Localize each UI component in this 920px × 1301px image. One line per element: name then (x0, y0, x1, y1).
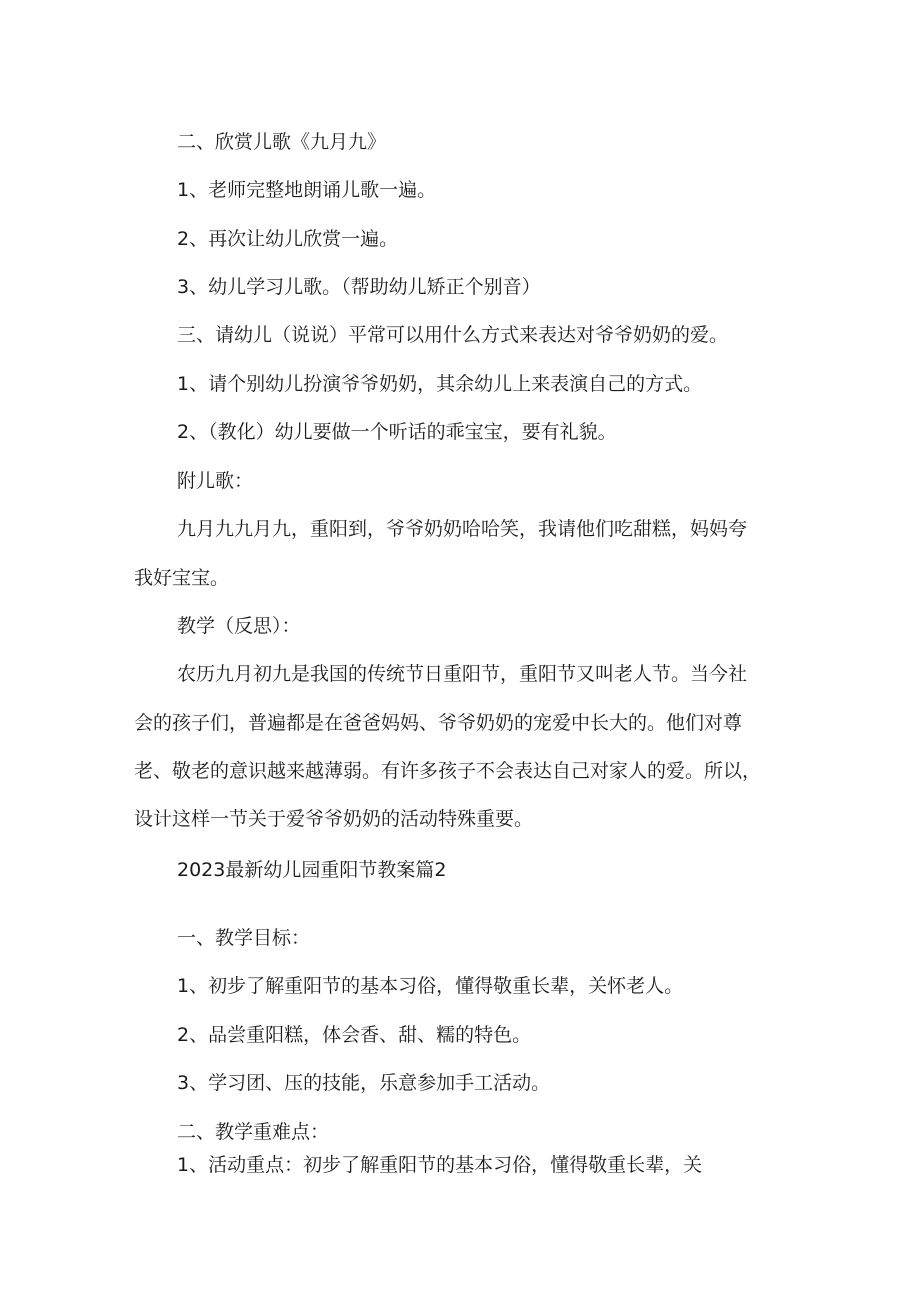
section-heading-key-points: 二、教学重难点： (177, 1121, 330, 1143)
song-text-line: 我好宝宝。 (134, 567, 230, 589)
paragraph-line: 设计这样一节关于爱爷爷奶奶的活动特殊重要。 (134, 808, 534, 830)
list-item: 1、初步了解重阳节的基本习俗，懂得敬重长辈，关怀老人。 (177, 975, 684, 997)
list-item: 1、请个别幼儿扮演爷爷奶奶，其余幼儿上来表演自己的方式。 (177, 373, 703, 395)
list-item: 3、学习团、压的技能，乐意参加手工活动。 (177, 1072, 551, 1094)
paragraph-line: 会的孩子们，普遍都是在爸爸妈妈、爷爷奶奶的宠爱中长大的。他们对尊 (134, 712, 743, 734)
section-heading-express-love: 三、请幼儿（说说）平常可以用什么方式来表达对爷爷奶奶的爱。 (177, 324, 729, 346)
section-heading-appreciate-song: 二、欣赏儿歌《九月九》 (177, 131, 387, 153)
reflection-label: 教学（反思）： (177, 615, 301, 637)
paragraph-line: 农历九月初九是我国的传统节日重阳节，重阳节又叫老人节。当今社 (177, 663, 748, 685)
list-item: 2、（教化）幼儿要做一个听话的乖宝宝，要有礼貌。 (177, 421, 617, 443)
list-item: 3、幼儿学习儿歌。（帮助幼儿矫正个别音） (177, 276, 541, 298)
list-item: 2、再次让幼儿欣赏一遍。 (177, 228, 399, 250)
list-item: 2、品尝重阳糕，体会香、甜、糯的特色。 (177, 1024, 532, 1046)
list-item: 1、老师完整地朗诵儿歌一遍。 (177, 179, 437, 201)
list-item: 1、活动重点：初步了解重阳节的基本习俗，懂得敬重长辈，关 (177, 1154, 703, 1176)
paragraph-line: 老、敬老的意识越来越薄弱。有许多孩子不会表达自己对家人的爱。所以， (134, 760, 762, 782)
song-text-line: 九月九九月九，重阳到，爷爷奶奶哈哈笑，我请他们吃甜糕，妈妈夸 (177, 518, 748, 540)
section-heading-goals: 一、教学目标： (177, 927, 311, 949)
article-title: 2023最新幼儿园重阳节教案篇2 (177, 859, 447, 881)
appendix-label: 附儿歌： (177, 470, 254, 492)
